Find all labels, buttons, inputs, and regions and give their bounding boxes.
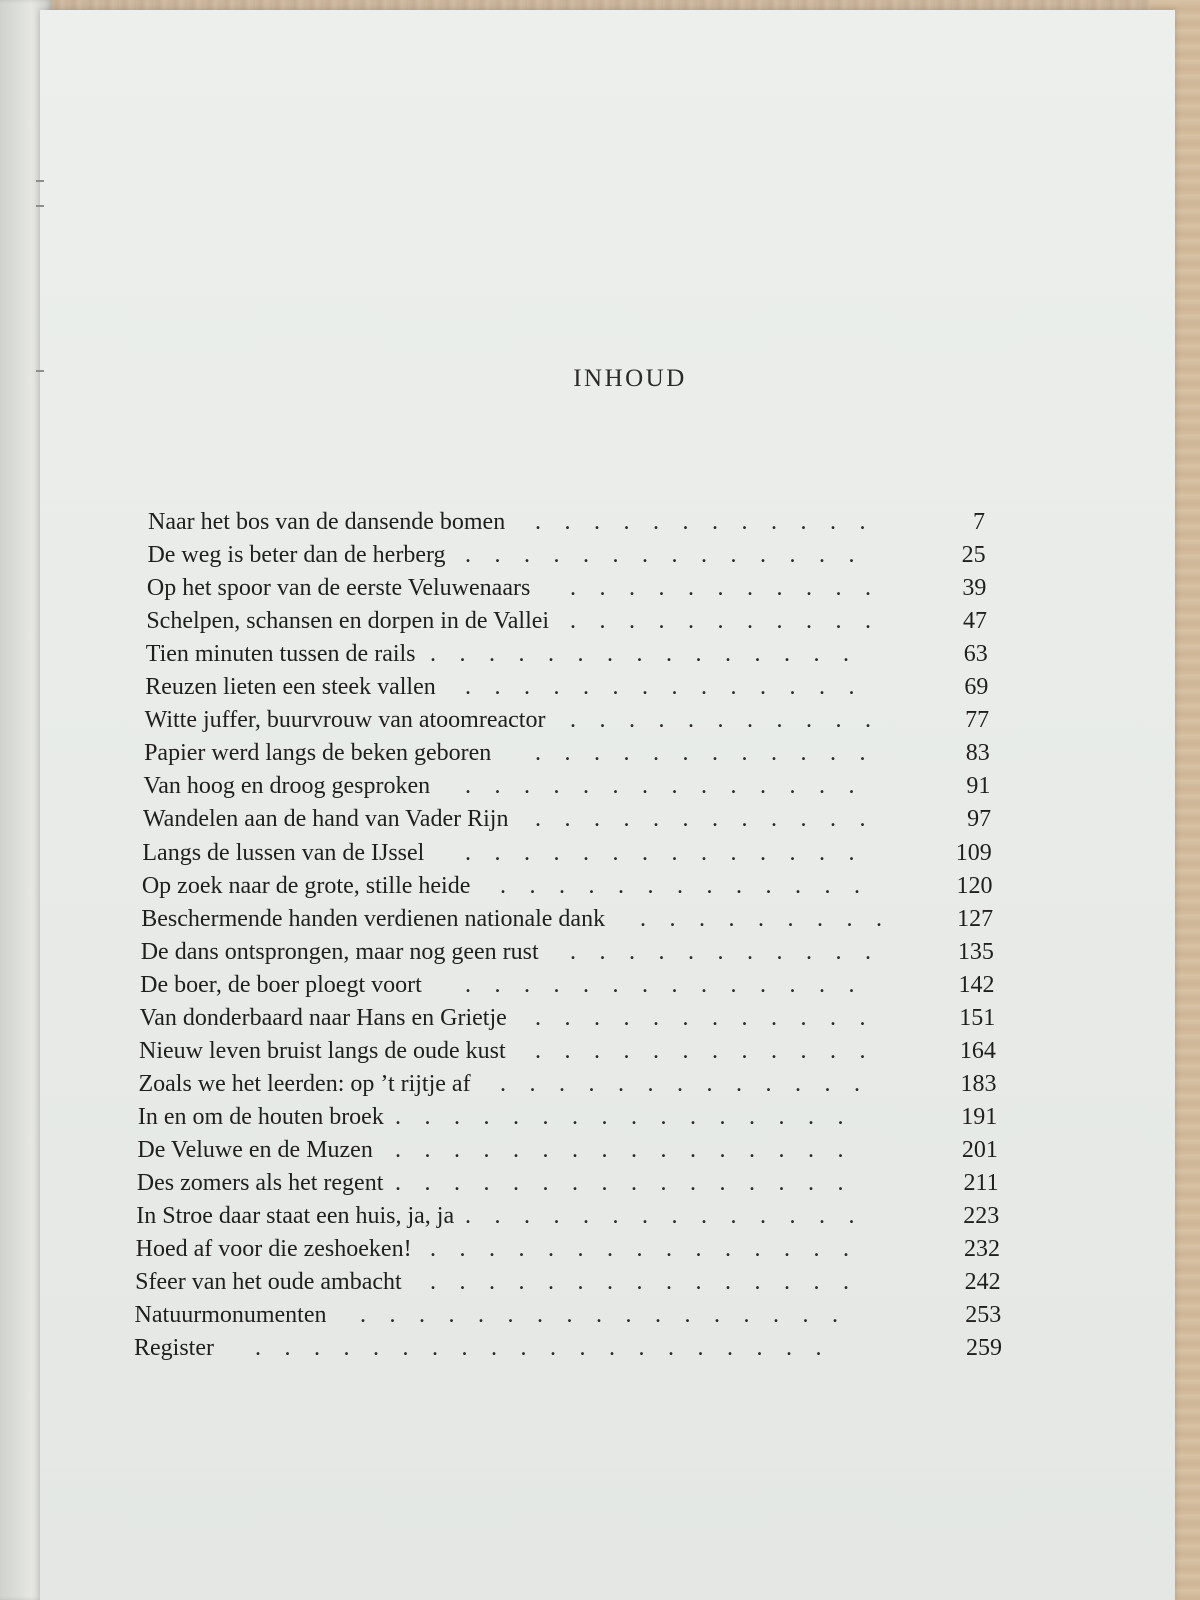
- toc-leader-dots: ...........: [569, 707, 895, 734]
- toc-entry: [145, 704, 989, 736]
- toc-entry-title: Nieuw leven bruist langs de oude kust: [139, 1037, 506, 1064]
- toc-entry-page-number: 127: [957, 905, 994, 932]
- toc-leader-dots: ............: [534, 806, 889, 833]
- toc-entry: [138, 1068, 996, 1100]
- toc-leader-dots: ..............: [464, 542, 878, 569]
- toc-entry-page-number: 201: [961, 1136, 998, 1163]
- toc-entry-page-number: 223: [963, 1203, 1000, 1230]
- toc-entry-page-number: 164: [959, 1037, 996, 1064]
- toc-leader-dots: ...............: [429, 641, 873, 668]
- toc-entry-title: Beschermende handen verdienen nationale dank: [141, 905, 606, 932]
- toc-entry: [145, 671, 988, 703]
- toc-entry-page-number: 183: [960, 1070, 997, 1097]
- toc-leader-dots: .............: [499, 872, 884, 899]
- toc-entry: [137, 1134, 998, 1166]
- toc-entry-page-number: 47: [963, 608, 988, 635]
- toc-entry-page-number: 135: [957, 938, 994, 965]
- toc-entry: [141, 936, 994, 968]
- toc-leader-dots: ................: [394, 1170, 867, 1196]
- toc-leader-dots: ............: [535, 509, 889, 535]
- toc-entry-page-number: 151: [959, 1004, 996, 1031]
- toc-entry-title: Reuzen lieten een steek vallen: [145, 674, 436, 701]
- toc-entry-title: Langs de lussen van de IJssel: [142, 839, 425, 866]
- toc-entry-title: Op zoek naar de grote, stille heide: [141, 872, 471, 899]
- toc-entry-title: In en om de houten broek: [137, 1103, 384, 1130]
- toc-entry-title: Natuurmonumenten: [134, 1302, 327, 1329]
- toc-entry-title: Schelpen, schansen en dorpen in de Vallei: [146, 608, 550, 635]
- toc-leader-dots: ............: [534, 1037, 889, 1064]
- toc-entry: [146, 605, 987, 637]
- toc-entry: [136, 1233, 1000, 1265]
- toc-entry: [134, 1332, 1002, 1364]
- toc-entry-title: Tien minuten tussen de rails: [145, 641, 416, 668]
- toc-entry: [146, 638, 988, 670]
- table-of-contents: [40, 10, 1175, 1600]
- toc-entry-page-number: 97: [967, 806, 992, 833]
- toc-leader-dots: ...............: [429, 1236, 873, 1263]
- toc-entry-page-number: 25: [961, 542, 986, 569]
- toc-leader-dots: ................: [394, 1136, 867, 1163]
- toc-entry: [137, 1167, 999, 1199]
- toc-entry-page-number: 77: [965, 707, 990, 734]
- toc-entry-title: De Veluwe en de Muzen: [137, 1136, 373, 1163]
- toc-entry-page-number: 83: [965, 740, 990, 767]
- toc-entry: [142, 870, 993, 902]
- toc-entry-page-number: 242: [964, 1269, 1001, 1296]
- toc-entry: [140, 969, 994, 1001]
- toc-entry: [136, 1200, 999, 1232]
- toc-entry-title: In Stroe daar staat een huis, ja, ja: [136, 1203, 455, 1230]
- toc-leader-dots: ..............: [464, 674, 878, 701]
- toc-entry: [148, 506, 985, 538]
- toc-entry-title: Wandelen aan de hand van Vader Rijn: [142, 806, 509, 833]
- toc-entry-page-number: 120: [956, 872, 993, 899]
- toc-leader-dots: .........: [639, 905, 906, 932]
- toc-entry-title: Naar het bos van de dansende bomen: [148, 509, 506, 535]
- toc-entry-title: Van donderbaard naar Hans en Grietje: [139, 1004, 507, 1031]
- toc-entry-title: De dans ontsprongen, maar nog geen rust: [140, 938, 539, 965]
- toc-entry: [140, 1002, 996, 1034]
- toc-entry-title: Hoed af voor die zeshoeken!: [135, 1236, 412, 1263]
- toc-entry-title: Op het spoor van de eerste Veluwenaars: [146, 575, 531, 602]
- toc-entry-page-number: 63: [963, 641, 988, 668]
- toc-leader-dots: ...........: [569, 938, 895, 965]
- toc-entry-title: Van hoog en droog gesproken: [143, 773, 431, 800]
- toc-leader-dots: ............: [534, 1004, 889, 1031]
- toc-leader-dots: ..............: [464, 971, 878, 998]
- toc-entry: [142, 837, 991, 869]
- toc-leader-dots: ..............: [464, 1203, 878, 1230]
- binding-stitch: [36, 205, 44, 207]
- binding-stitch: [36, 370, 44, 372]
- toc-entry: [147, 539, 985, 571]
- toc-entry-page-number: 191: [961, 1103, 998, 1130]
- toc-leader-dots: ...........: [569, 608, 895, 635]
- toc-entry: [147, 572, 986, 604]
- toc-entry-page-number: 91: [966, 773, 991, 800]
- book-page: [40, 10, 1175, 1600]
- toc-entry-page-number: 259: [966, 1335, 1002, 1362]
- toc-entry-page-number: 142: [958, 971, 995, 998]
- toc-leader-dots: ....................: [255, 1335, 845, 1362]
- toc-entry-title: De weg is beter dan de herberg: [147, 542, 446, 569]
- toc-entry-page-number: 69: [964, 674, 989, 701]
- toc-entry: [143, 803, 991, 835]
- toc-entry: [144, 737, 990, 769]
- toc-leader-dots: .............: [499, 1070, 884, 1097]
- toc-entry-page-number: 253: [965, 1302, 1002, 1329]
- toc-entry-page-number: 211: [963, 1170, 999, 1196]
- toc-leader-dots: ................: [394, 1103, 867, 1130]
- toc-leader-dots: ..............: [464, 773, 878, 800]
- toc-entry: [138, 1101, 997, 1133]
- toc-entry-title: Witte juffer, buurvrouw van atoomreactor: [144, 707, 546, 734]
- page-title: INHOUD: [573, 365, 687, 392]
- toc-leader-dots: ..............: [464, 839, 878, 866]
- toc-entry-page-number: 109: [955, 839, 992, 866]
- toc-entry-title: Zoals we het leerden: op ’t rijtje af: [138, 1070, 471, 1097]
- toc-entry: [135, 1266, 1001, 1298]
- toc-entry: [144, 770, 991, 802]
- toc-entry-page-number: 232: [963, 1236, 1000, 1263]
- toc-entry-title: Sfeer van het oude ambacht: [135, 1269, 402, 1296]
- toc-leader-dots: ............: [534, 740, 889, 767]
- toc-entry-page-number: 7: [973, 509, 985, 535]
- toc-entry-title: De boer, de boer ploegt voort: [140, 971, 422, 998]
- toc-entry: [139, 1035, 996, 1067]
- toc-entry: [141, 903, 993, 935]
- toc-entry-title: Des zomers als het regent: [136, 1170, 384, 1196]
- toc-entry-title: Papier werd langs de beken geboren: [144, 740, 492, 767]
- binding-stitch: [36, 180, 44, 182]
- toc-entry-page-number: 39: [962, 575, 987, 602]
- toc-leader-dots: ...........: [569, 575, 895, 602]
- toc-entry: [135, 1299, 1002, 1331]
- toc-leader-dots: ...............: [429, 1269, 873, 1296]
- toc-leader-dots: .................: [359, 1302, 862, 1329]
- toc-entry-title: Register: [134, 1335, 214, 1362]
